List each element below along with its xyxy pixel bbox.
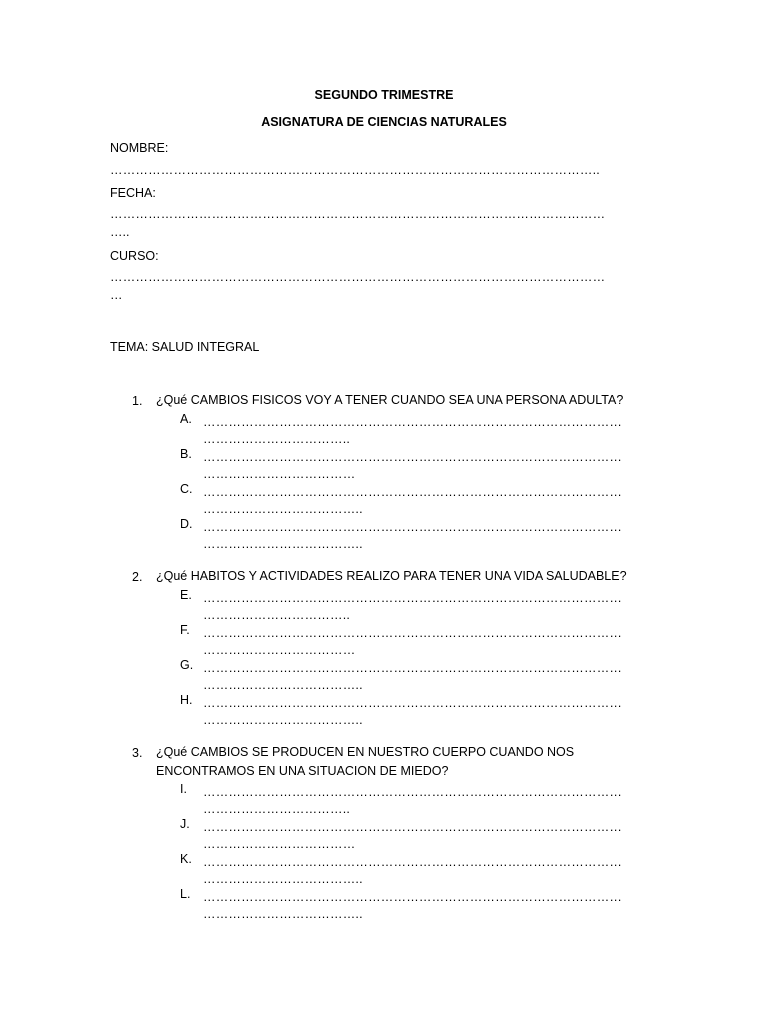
answer-line-continued: ……………………………….. [203, 713, 363, 727]
document-subject: ASIGNATURA DE CIENCIAS NATURALES [261, 115, 507, 129]
answer-letter: C. [180, 482, 193, 496]
answer-line: ……………………………………………………………………………………… [203, 591, 623, 605]
answer-line-continued: …………………………….. [203, 432, 351, 446]
date-line-continued: ….. [110, 225, 130, 239]
answer-letter: A. [180, 412, 192, 426]
answer-line: ……………………………………………………………………………………… [203, 820, 623, 834]
answer-line-continued: ……………………………….. [203, 678, 363, 692]
date-line: ……………………………………………………………………………………………………… [110, 207, 606, 221]
answer-letter: E. [180, 588, 192, 602]
course-line-continued: … [110, 288, 123, 302]
name-line: …………………………………………………………………………………………………….. [110, 163, 600, 177]
question-text: ¿Qué HABITOS Y ACTIVIDADES REALIZO PARA TENER UNA VIDA SALUDABLE? [156, 569, 627, 583]
course-line: ……………………………………………………………………………………………………… [110, 270, 606, 284]
answer-line-continued: ……………………………… [203, 837, 356, 851]
answer-line-continued: …………………………….. [203, 802, 351, 816]
answer-line: ……………………………………………………………………………………… [203, 785, 623, 799]
answer-line-continued: ……………………………….. [203, 907, 363, 921]
name-label: NOMBRE: [110, 141, 169, 155]
answer-line-continued: ……………………………….. [203, 872, 363, 886]
answer-letter: J. [180, 817, 190, 831]
answer-letter: G. [180, 658, 194, 672]
answer-line: ……………………………………………………………………………………… [203, 520, 623, 534]
course-label: CURSO: [110, 249, 159, 263]
answer-line-continued: …………………………….. [203, 608, 351, 622]
topic-heading: TEMA: SALUD INTEGRAL [110, 340, 260, 354]
answer-line: ……………………………………………………………………………………… [203, 855, 623, 869]
answer-line: ……………………………………………………………………………………… [203, 626, 623, 640]
answer-line-continued: ……………………………….. [203, 502, 363, 516]
answer-line-continued: ……………………………… [203, 643, 356, 657]
answer-line: ……………………………………………………………………………………… [203, 696, 623, 710]
answer-letter: F. [180, 623, 190, 637]
question-text: ¿Qué CAMBIOS FISICOS VOY A TENER CUANDO SEA UNA PERSONA ADULTA? [156, 393, 624, 407]
answer-letter: K. [180, 852, 192, 866]
question-number: 1. [132, 394, 143, 408]
question-number: 2. [132, 570, 143, 584]
answer-line-continued: ……………………………… [203, 467, 356, 481]
answer-letter: D. [180, 517, 193, 531]
answer-letter: B. [180, 447, 192, 461]
answer-letter: H. [180, 693, 193, 707]
document-title: SEGUNDO TRIMESTRE [314, 88, 454, 102]
answer-line: ……………………………………………………………………………………… [203, 661, 623, 675]
date-label: FECHA: [110, 186, 156, 200]
answer-line: ……………………………………………………………………………………… [203, 485, 623, 499]
answer-letter: I. [180, 782, 187, 796]
answer-line: ……………………………………………………………………………………… [203, 415, 623, 429]
question-number: 3. [132, 746, 143, 760]
answer-letter: L. [180, 887, 191, 901]
answer-line-continued: ……………………………….. [203, 537, 363, 551]
question-text: ¿Qué CAMBIOS SE PRODUCEN EN NUESTRO CUERPO CUANDO NOS ENCONTRAMOS EN UNA SITUACION DE MIEDO? [156, 745, 575, 778]
answer-line: ……………………………………………………………………………………… [203, 450, 623, 464]
answer-line: ……………………………………………………………………………………… [203, 890, 623, 904]
